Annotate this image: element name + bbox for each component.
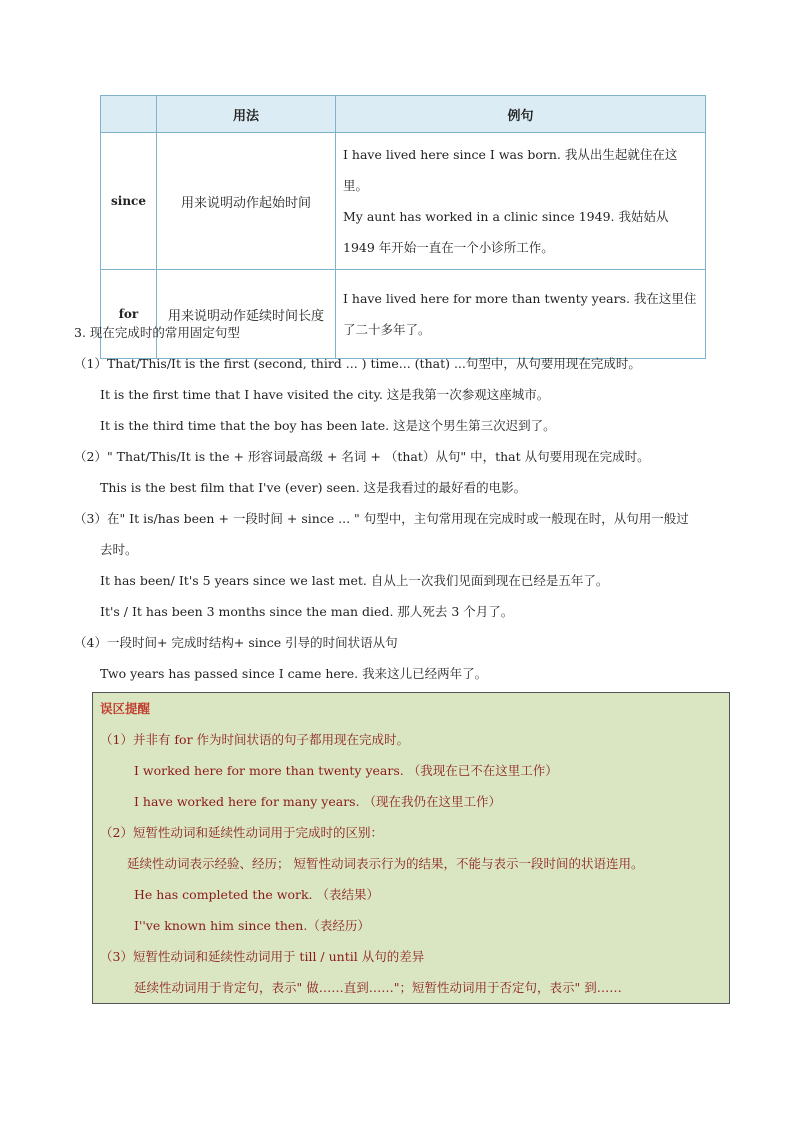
mistake-2-description: 延续性动词表示经验、经历； 短暂性动词表示行为的结果，不能与表示一段时间的状语连用。 [127,856,644,871]
rule-3: （3）在" It is/has been + 一段时间 + since ... " 句型中，主句常用现在完成时或一般现在时，从句用一般过 [74,511,689,526]
table-header-row [101,96,706,133]
table-row-for [101,270,706,359]
example-sentence: He has completed the work. （表结果） [134,887,380,902]
rule-1: （1）That/This/It is the first (second, third ... ) time... (that) ...句型中，从句要用现在完成时。 [74,356,641,371]
example-sentence: Two years has passed since I came here. 我来这儿已经两年了。 [100,666,488,681]
usage-table [100,95,706,359]
header-blank-cell [101,96,157,133]
rule-3-continued: 去时。 [100,542,138,557]
mistake-3: （3）短暂性动词和延续性动词用于 till / until 从句的差异 [100,949,425,964]
term-cell: for [101,270,157,359]
examples-cell [336,270,706,359]
example-sentence: It's / It has been 3 months since the man died. 那人死去 3 个月了。 [100,604,514,619]
example-sentence: I have worked here for many years. （现在我仍在这里工作） [134,794,502,809]
mistake-2: （2）短暂性动词和延续性动词用于完成时的区别： [100,825,383,840]
example-sentence: It is the first time that I have visited the city. 这是我第一次参观这座城市。 [100,387,550,402]
example-sentence: I have lived here since I was born. 我从出生起就住在这里。 [343,147,678,193]
mistakes-box [92,692,730,1004]
example-sentence: My aunt has worked in a clinic since 1949. 我姑姑从 1949 年开始一直在一个小诊所工作。 [343,209,669,255]
section-heading: 3. 现在完成时的常用固定句型 [74,325,240,340]
rule-4: （4）一段时间+ 完成时结构+ since 引导的时间状语从句 [74,635,398,650]
example-sentence: It is the third time that the boy has been late. 这是这个男生第三次迟到了。 [100,418,556,433]
mistakes-title: 误区提醒 [100,701,151,716]
example-sentence: I''ve known him since then.（表经历） [134,918,370,933]
header-examples: 例句 [336,96,706,133]
rule-2: （2）" That/This/It is the + 形容词最高级 + 名词 + （that）从句" 中，that 从句要用现在完成时。 [74,449,650,464]
example-sentence: I worked here for more than twenty years. （我现在已不在这里工作） [134,763,558,778]
example-sentence: This is the best film that I've (ever) seen. 这是我看过的最好看的电影。 [100,480,527,495]
example-sentence: It has been/ It's 5 years since we last met. 自从上一次我们见面到现在已经是五年了。 [100,573,609,588]
term-cell: since [101,133,157,270]
examples-cell [336,133,706,270]
usage-cell: 用来说明动作起始时间 [157,133,336,270]
usage-cell: 用来说明动作延续时间长度 [157,270,336,359]
example-sentence: I have lived here for more than twenty years. 我在这里住了二十多年了。 [343,291,697,337]
mistake-1: （1）并非有 for 作为时间状语的句子都用现在完成时。 [100,732,410,747]
table-row-since [101,133,706,270]
header-usage: 用法 [157,96,336,133]
mistake-3-description: 延续性动词用于肯定句，表示" 做……直到……"；短暂性动词用于否定句，表示" 到…… [134,980,622,995]
